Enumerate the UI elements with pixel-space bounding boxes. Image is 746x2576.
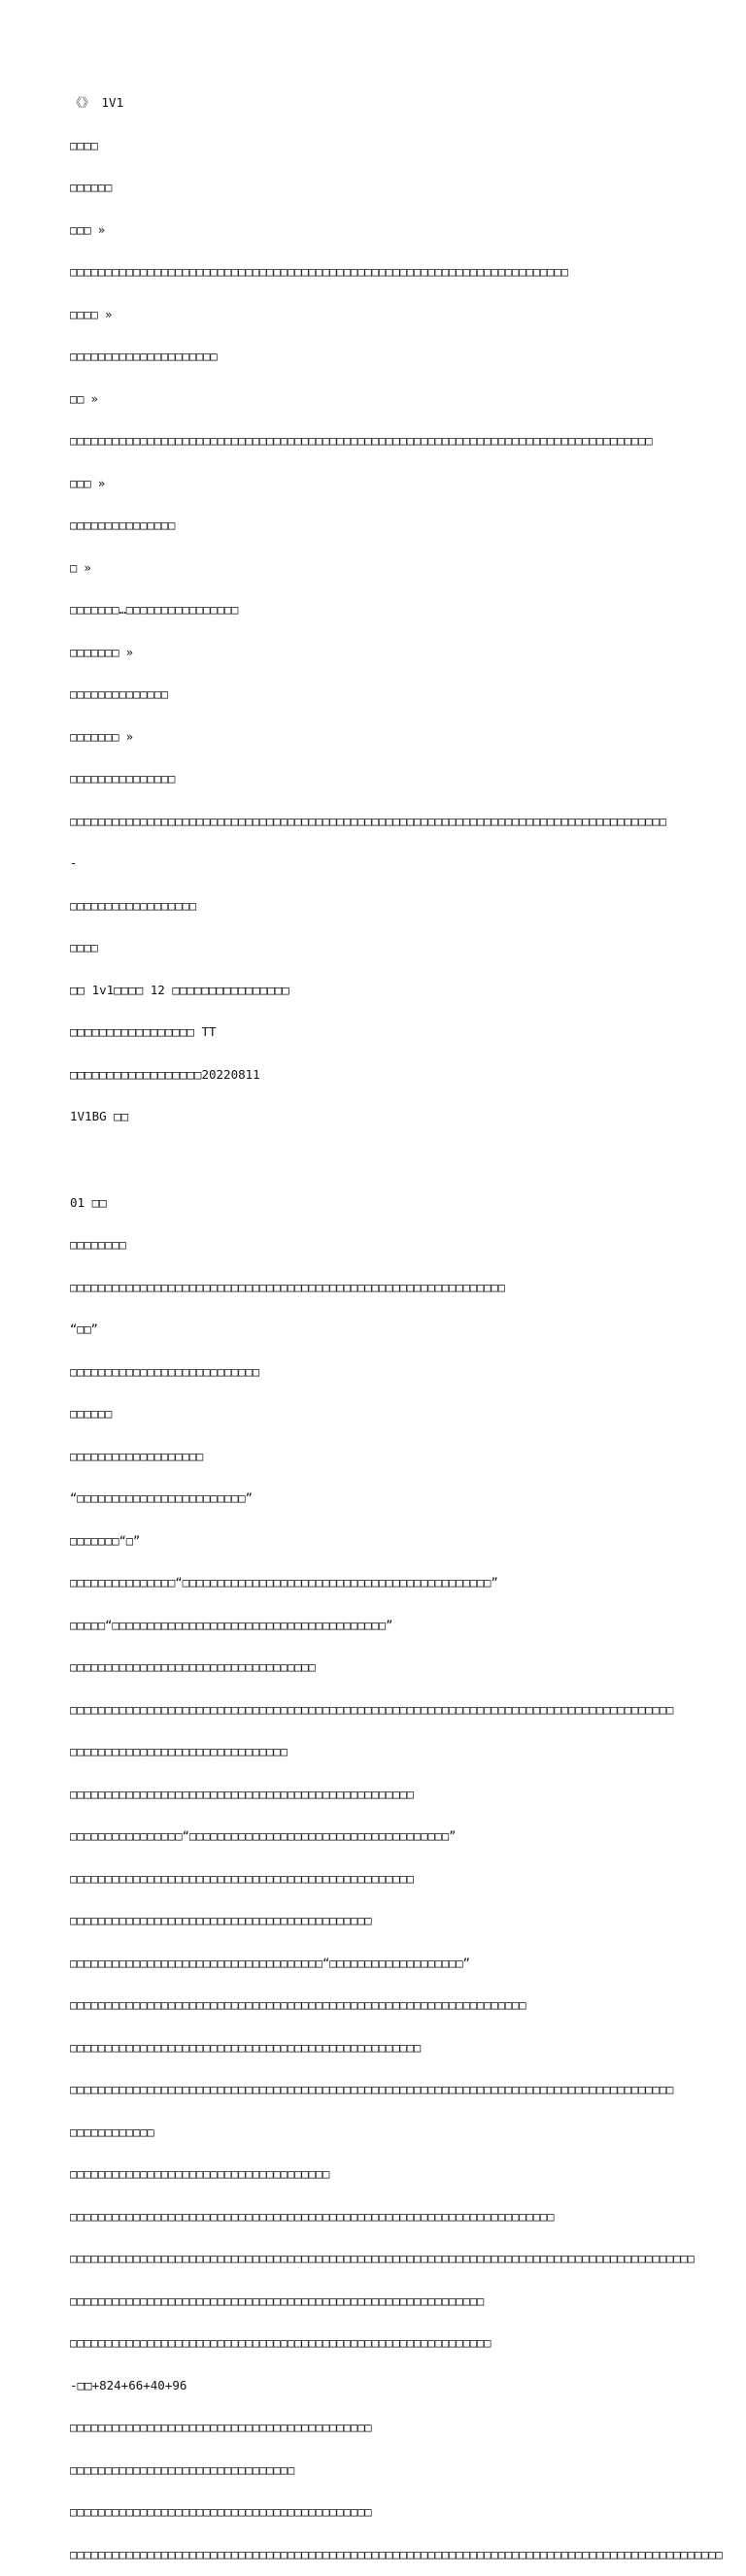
tag-line: 1V1BG □□ <box>70 1109 129 1123</box>
text-line: “□□□□□□□□□□□□□□□□□□□□□□□□” <box>70 1491 253 1505</box>
text-line: □□□□□□□□□□□□□□□□□□□□□□□□□□□□□□□□□□□□□□□□□□□□□□□□□□□□□□□□□□□□□□□□□□□□□□□□□□□□□□□□□□□□□□□□□□□□□ <box>70 2547 723 2561</box>
article-title: □□ 1v1□□□□ 12 □□□□□□□□□□□□□□□□ <box>70 982 289 997</box>
text-line: □□□□□□□□□□□□□□□□□□□□□□□□□□□□□□□□□□□□□□□□□□□□□□□□□□ <box>70 2040 422 2055</box>
text-line: □□□□□□□□□□□□□□□□□□□□□□□□□□□□□□□□□□□□“□□□□□□□□□□□□□□□□□□□” <box>70 1956 470 1970</box>
text-line: □□□□ <box>70 941 98 954</box>
breadcrumb-link[interactable]: □□□□□□□ » <box>70 645 134 659</box>
text-line: □□□□□□□□□□□□□□□□□□□□□□□□□□□□□□□□□□□□□□□□□□□□□□□□□□□□□□□□□□□□□□□□□□□□□□□□□□□□□□□□□□□□□□ <box>70 1702 674 1717</box>
text-line: □□□□□□□□□□□□□□□ <box>70 519 176 532</box>
text-line: □□□□□□□□□□□□□□□□□□□□□□□□□□□□□□□□□□□□□ <box>70 2167 330 2181</box>
author-line: □□□□□□□□□□□□□□□□□ TT <box>70 1024 217 1039</box>
text-line: □□□□□□□□□□□□□□□□□□□□□□□□□□□□□□□□□□□□□□□□□□□ <box>70 2421 372 2434</box>
text-line: □□□□□□□…□□□□□□□□□□□□□□□□ <box>70 603 239 617</box>
text-line: □□□□□□□□□□□□□□□□□□□□□□□□□□□□□□□□□□□□□□□□□□□□□□□□□□□□□□□□□□□□□□□□□□□□□□□□□□□□□□□□□□□ <box>70 434 653 448</box>
text-line: □□□□□□□□ <box>70 1238 126 1252</box>
text-line: □□□□□□□□□□□□ <box>70 2124 154 2139</box>
text-line: □□□□□□□□□□□□□□□□□□□□□□□□□□□□□□□□□□□□□□□□□□□□□□□□□□□□□□□□□□□□□□□□□□□□□□□□□□□□□□□□□□□□□ <box>70 814 667 828</box>
text-line: □□□□□□□□□□□□□□□□□□□□□ <box>70 350 218 363</box>
text-line: □□□□□□□□□□□□□□□□□□□□□□□□□□□□□□□□□□□□□□□□□□□□□□□□□ <box>70 1787 415 1801</box>
formula-line: -□□+824+66+40+96 <box>70 2377 187 2392</box>
breadcrumb-link[interactable]: □□□ » <box>70 222 106 237</box>
text-line: - <box>70 856 78 870</box>
text-line: □□□□□□□□□□□□□□□□□□□□□□□□□□□□□□□□□□□ <box>70 1660 316 1674</box>
text-line: □□□□□□□□□□□□□□□□□□□□□□□□□□□□□□□ <box>70 1745 288 1758</box>
breadcrumb-link[interactable]: □ » <box>70 560 91 575</box>
text-line: □□□□□□□□□□□□□□□□□□ <box>70 898 197 913</box>
text-line: □□□□□□□□□□□□□□□□□□□□□□□□□□□□□□□□□□□□□□□□□□□□□□□□□□□□□□□□□□□□□□□□□ <box>70 1998 526 2012</box>
text-line: □□□□ <box>70 138 98 152</box>
text-line: □□□□□□□□□□□□□□□□□□□□□□□□□□□□□□□□□□□□□□□□□□□ <box>70 1914 372 1927</box>
breadcrumb-link[interactable]: □□□□□□□ » <box>70 729 134 744</box>
text-line: □□□□□□□□□□□□□□□□□□□□□□□□□□□□□□□□□□□□□□□□□□□□□□□□□□□□□□□□□□□ <box>70 2293 485 2308</box>
text-line: □□□□□“□□□□□□□□□□□□□□□□□□□□□□□□□□□□□□□□□□□□□□□” <box>70 1618 393 1632</box>
breadcrumb-link[interactable]: □□□ » <box>70 476 106 490</box>
text-line: □□□□□□□□□□□□□□□□□□□□□□□□□□□□□□□□□□□□□□□□□□□□□□□□□□□□□□□□□□□□□□□□□□□□□ <box>70 2209 555 2224</box>
date-line: □□□□□□□□□□□□□□□□□□20220811 <box>70 1066 260 1082</box>
breadcrumb-link[interactable]: □□ » <box>70 391 98 406</box>
text-line: □□□□□□□□□□□□□□□□□□□□□□□□□□□□□□□□□□□□□□□□□□□□□□□□□□□□□□□□□□□□□□□□□□□□□□□□□□□□□□□□□□□□□□□□□ <box>70 2252 695 2265</box>
text-line: □□□□□□ <box>70 181 113 194</box>
doc-title: 《》 1V1 <box>70 95 124 110</box>
text-line: □□□□□□□□□□□□□□□□□□□□□□□□□□□ <box>70 1364 260 1379</box>
text-line: □□□□□□□“□” <box>70 1533 141 1548</box>
text-line: “□□” <box>70 1322 98 1336</box>
text-line: □□□□□□□□□□□□□□□□□□□□□□□□□□□□□□□□ <box>70 2462 295 2477</box>
section-heading: 01 □□ <box>70 1194 107 1210</box>
text-line: □□□□□□ <box>70 1407 113 1421</box>
text-line: □□□□□□□□□□□□□□□□□□□□□□□□□□□□□□□□□□□□□□□□□□□□□□□□□□□□□□□□□□□□□□□□□□□□□□□ <box>70 265 568 279</box>
blank-line <box>70 1153 711 1168</box>
text-line: □□□□□□□□□□□□□□□□□□□□□□□□□□□□□□□□□□□□□□□□□□□□□□□□□□□□□□□□□□□□□□ <box>70 1280 505 1294</box>
text-line: □□□□□□□□□□□□□□□“□□□□□□□□□□□□□□□□□□□□□□□□□□□□□□□□□□□□□□□□□□□□” <box>70 1576 498 1589</box>
text-line: □□□□□□□□□□□□□□□□□□□ <box>70 1449 204 1463</box>
text-line: □□□□□□□□□□□□□□□□□□□□□□□□□□□□□□□□□□□□□□□□□□□□□□□□□□□□□□□□□□□□□□□□□□□□□□□□□□□□□□□□□□□□□□ <box>70 2083 674 2096</box>
text-line: □□□□□□□□□□□□□□□□□□□□□□□□□□□□□□□□□□□□□□□□□□□□□□□□□□□□□□□□□□□□ <box>70 2336 492 2350</box>
text-line: □□□□□□□□□□□□□□□ <box>70 772 176 786</box>
text-line: □□□□□□□□□□□□□□□□□□□□□□□□□□□□□□□□□□□□□□□□□□□ <box>70 2505 372 2519</box>
text-line: □□□□□□□□□□□□□□□□□□□□□□□□□□□□□□□□□□□□□□□□□□□□□□□□□ <box>70 1871 415 1886</box>
text-line: □□□□□□□□□□□□□□ <box>70 687 169 701</box>
breadcrumb-link[interactable]: □□□□ » <box>70 307 113 321</box>
text-line: □□□□□□□□□□□□□□□□“□□□□□□□□□□□□□□□□□□□□□□□□□□□□□□□□□□□□□” <box>70 1829 457 1843</box>
document-body <box>70 68 723 2576</box>
